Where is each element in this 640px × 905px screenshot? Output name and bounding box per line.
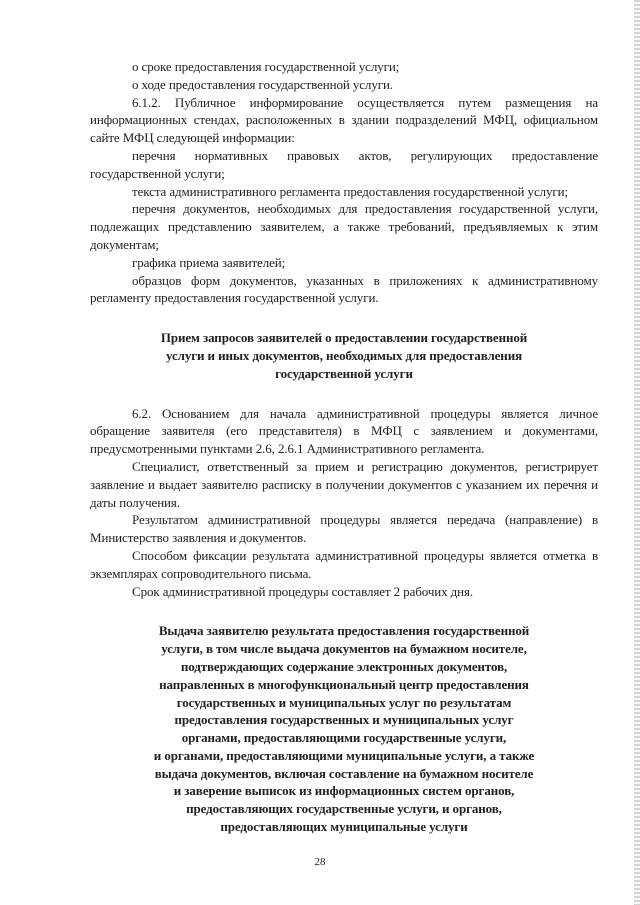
paragraph: графика приема заявителей; — [132, 254, 286, 270]
document-page — [90, 58, 598, 836]
scan-edge — [634, 0, 640, 905]
paragraph: Специалист, ответственный за прием и регистрацию документов, регистрирует заявление и выдает заявителю расписку в получении документов с указанием их перечня и даты получения. — [90, 458, 598, 510]
heading-line: и заверение выписок из информационных систем органов, — [173, 783, 515, 799]
paragraph: перечня нормативных правовых актов, регулирующих предоставление государственной услуги; — [90, 147, 598, 181]
heading-line: органами, предоставляющими государственные услуги, — [181, 730, 507, 746]
paragraph: Результатом административной процедуры является передача (направление) в Министерство заявления и документов. — [90, 512, 598, 546]
heading-line: выдача документов, включая составление на бумажном носителе — [154, 765, 534, 781]
heading-line: услуги, в том числе выдача документов на бумажном носителе, — [161, 641, 527, 657]
paragraph: Срок административной процедуры составляет 2 рабочих дня. — [132, 583, 474, 599]
heading-line: и органами, предоставляющими муниципальные услуги, а также — [153, 747, 535, 763]
heading-line: предоставления государственных и муниципальных услуг — [174, 712, 514, 728]
heading-line: направленных в многофункциональный центр предоставления — [159, 676, 529, 692]
paragraph: Способом фиксации результата административной процедуры является отметка в экземплярах сопроводительного письма. — [90, 547, 598, 581]
spacer — [90, 307, 598, 329]
heading-line: Прием запросов заявителей о предоставлении государственной — [160, 330, 528, 346]
heading-line: Выдача заявителю результата предоставления государственной — [158, 623, 530, 639]
paragraph: образцов форм документов, указанных в приложениях к административному регламенту предоставления государственной услуги. — [90, 272, 598, 306]
heading-line: предоставляющих государственные услуги, и органов, — [186, 801, 502, 817]
paragraph: 6.1.2. Публичное информирование осуществляется путем размещения на информационных стендах, расположенных в здании подразделений МФЦ, официальном сайте МФЦ следующей информации: — [90, 94, 598, 146]
heading-line: государственных и муниципальных услуг по результатам — [176, 694, 512, 710]
section-heading-issuance — [90, 622, 598, 836]
paragraph: перечня документов, необходимых для предоставления государственной услуги, подлежащих представлению заявителем, а также требований, предъявляемых к этим документам; — [90, 201, 598, 252]
page-number: 28 — [314, 856, 326, 868]
paragraph: 6.2. Основанием для начала административной процедуры является личное обращение заявителя (его представителя) в МФЦ с заявлением и документами, предусмотренными пунктами 2.6, 2.6.1 Административного регламента. — [90, 405, 598, 457]
spacer — [90, 600, 598, 622]
heading-line: предоставляющих муниципальные услуги — [220, 819, 468, 835]
spacer — [90, 383, 598, 405]
heading-line: государственной услуги — [275, 365, 413, 381]
heading-line: услуги и иных документов, необходимых для предоставления — [165, 347, 523, 363]
paragraph: о ходе предоставления государственной услуги. — [132, 76, 393, 92]
paragraph: о сроке предоставления государственной услуги; — [132, 59, 400, 74]
paragraph: текста административного регламента предоставления государственной услуги; — [132, 183, 569, 199]
section-heading-reception — [90, 329, 598, 382]
heading-line: подтверждающих содержание электронных документов, — [180, 658, 508, 674]
